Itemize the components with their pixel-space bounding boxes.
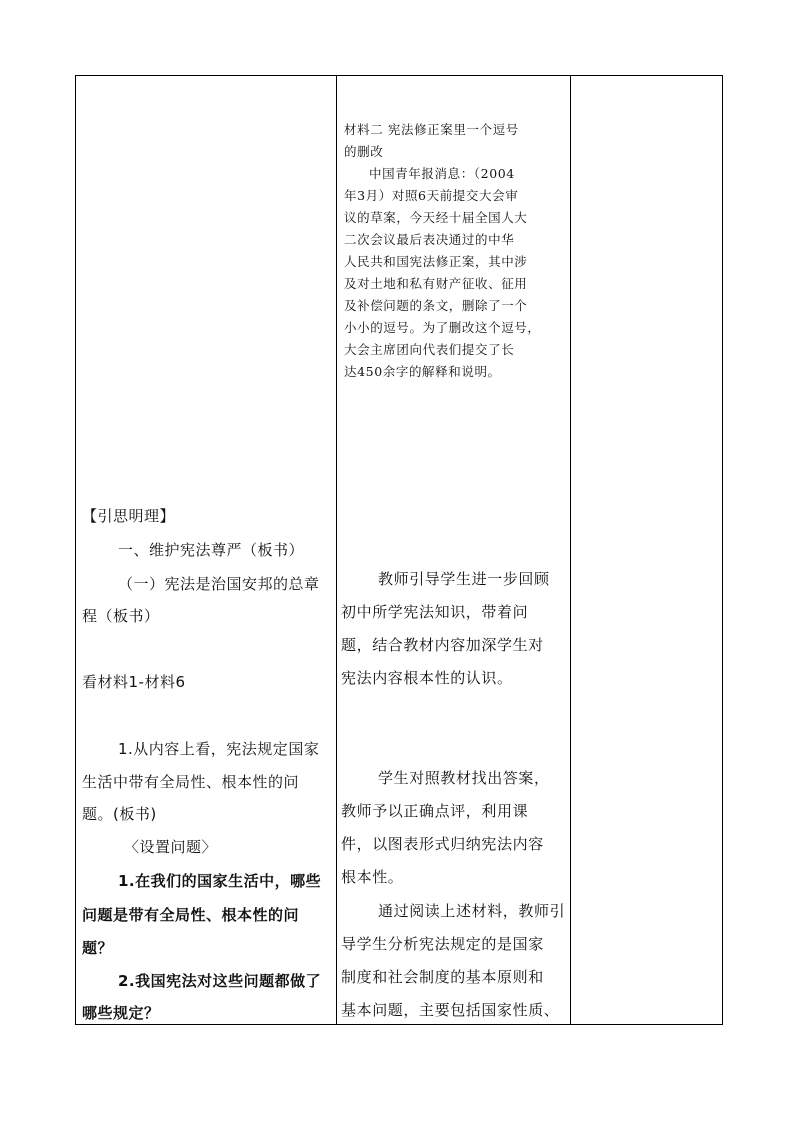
note-line: 根本性。 [341, 868, 404, 886]
note-line: 通过阅读上述材料，教师引 [378, 902, 566, 920]
note-line: 题，结合教材内容加深学生对 [341, 636, 544, 654]
left-line: 一、维护宪法尊严（板书） [118, 541, 305, 559]
note-line: 导学生分析宪法规定的是国家 [341, 935, 544, 953]
material-line: 议的草案，今天经十届全国人大 [344, 210, 528, 225]
note-line: 基本问题，主要包括国家性质、 [341, 1001, 560, 1019]
material-line: 材料二 宪法修正案里一个逗号 [344, 122, 519, 137]
note-line: 学生对照教材找出答案， [378, 769, 550, 787]
material-line: 人民共和国宪法修正案，其中涉 [344, 254, 528, 269]
note-line: 教师予以正确点评，利用课 [341, 802, 529, 820]
section-heading: 【引思明理】 [82, 507, 176, 525]
material-line: 中国青年报消息：（2004 [369, 166, 515, 181]
column-divider-2 [570, 76, 571, 1024]
material-line: 达450余字的解释和说明。 [344, 364, 501, 379]
column-divider-1 [336, 76, 337, 1024]
left-line: 〈设置问题〉 [124, 838, 218, 856]
left-line: （一）宪法是治国安邦的总章 [118, 575, 320, 593]
question-line: 2.我国宪法对这些问题都做了 [118, 972, 322, 990]
left-line: 程（板书） [82, 607, 160, 625]
left-line: 题。(板书) [82, 805, 157, 823]
material-line: 小小的逗号。为了删改这个逗号， [344, 320, 541, 335]
note-line: 宪法内容根本性的认识。 [341, 669, 513, 687]
material-line: 年3月）对照6天前提交大会审 [344, 188, 519, 203]
note-line: 制度和社会制度的基本原则和 [341, 968, 544, 986]
question-line: 哪些规定？ [82, 1004, 160, 1022]
left-line: 生活中带有全局性、根本性的问 [82, 773, 300, 791]
material-line: 二次会议最后表决通过的中华 [344, 232, 515, 247]
material-line: 及对土地和私有财产征收、征用 [344, 276, 528, 291]
question-line: 题？ [82, 939, 114, 957]
material-line: 的删改 [344, 144, 384, 159]
note-line: 教师引导学生进一步回顾 [378, 570, 550, 588]
material-line: 及补偿问题的条文，删除了一个 [344, 298, 528, 313]
left-line: 看材料1-材料6 [82, 673, 186, 691]
left-line: 1.从内容上看，宪法规定国家 [118, 740, 320, 758]
question-line: 问题是带有全局性、根本性的问 [82, 906, 300, 924]
note-line: 件，以图表形式归纳宪法内容 [341, 835, 544, 853]
question-line: 1.在我们的国家生活中，哪些 [118, 872, 322, 890]
material-line: 大会主席团向代表们提交了长 [344, 342, 515, 357]
note-line: 初中所学宪法知识，带着问 [341, 603, 529, 621]
